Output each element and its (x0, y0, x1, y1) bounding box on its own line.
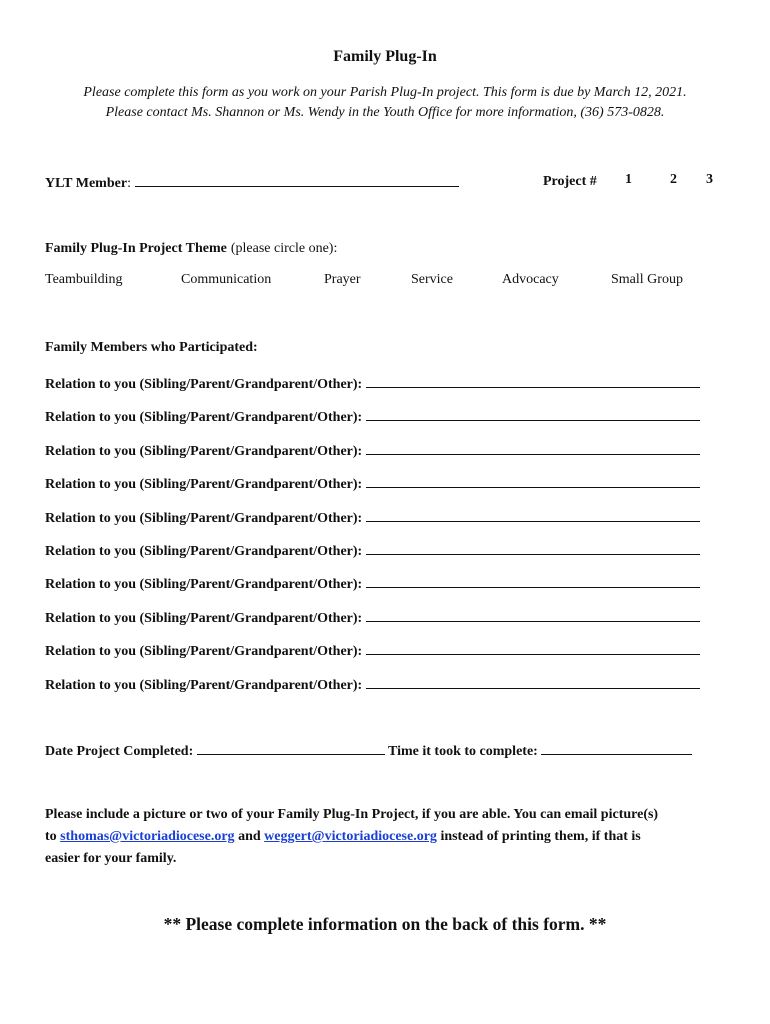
theme-option-service[interactable]: Service (411, 272, 453, 287)
ylt-member-colon: : (127, 176, 131, 191)
relation-field-1[interactable] (366, 373, 700, 388)
time-taken-field[interactable] (541, 740, 692, 755)
relation-field-9[interactable] (366, 640, 700, 655)
project-option-3[interactable]: 3 (706, 172, 713, 187)
ylt-member-label: YLT Member (45, 176, 128, 191)
relation-row-4 (45, 473, 700, 493)
relation-field-3[interactable] (366, 440, 700, 455)
relation-field-8[interactable] (366, 607, 700, 622)
project-number-row (543, 172, 713, 190)
theme-option-small-group[interactable]: Small Group (611, 272, 683, 287)
note-and: and (238, 829, 261, 844)
project-option-2[interactable]: 2 (670, 172, 677, 187)
relation-field-6[interactable] (366, 540, 700, 555)
email-link-weggert[interactable]: weggert@victoriadiocese.org (264, 829, 437, 844)
relation-row-10 (45, 674, 700, 694)
relation-field-4[interactable] (366, 473, 700, 488)
relation-row-3 (45, 440, 700, 460)
theme-heading (45, 239, 337, 257)
theme-hint: (please circle one): (230, 241, 338, 256)
relation-label: Relation to you (Sibling/Parent/Grandparent/Other): (45, 477, 363, 492)
family-members-label: Family Members who Participated: (45, 340, 258, 355)
ylt-member-field[interactable] (135, 172, 459, 187)
time-taken-label: Time it took to complete: (388, 744, 538, 759)
page-title: Family Plug-In (333, 48, 437, 65)
relation-row-2 (45, 406, 700, 426)
relation-row-5 (45, 507, 700, 527)
relation-row-8 (45, 607, 700, 627)
note-to: to (45, 829, 57, 844)
intro-line-1: Please complete this form as you work on your Parish Plug-In project. This form is due by March 12, 2021. (83, 85, 687, 100)
date-completed-field[interactable] (197, 740, 385, 755)
relation-label: Relation to you (Sibling/Parent/Grandparent/Other): (45, 511, 363, 526)
ylt-member-row (45, 172, 459, 192)
theme-option-communication[interactable]: Communication (181, 272, 272, 287)
completion-row (45, 740, 692, 760)
theme-option-prayer[interactable]: Prayer (324, 272, 361, 287)
relation-label: Relation to you (Sibling/Parent/Grandparent/Other): (45, 544, 363, 559)
relation-label: Relation to you (Sibling/Parent/Grandparent/Other): (45, 377, 363, 392)
relation-label: Relation to you (Sibling/Parent/Grandparent/Other): (45, 678, 363, 693)
relation-label: Relation to you (Sibling/Parent/Grandparent/Other): (45, 577, 363, 592)
theme-option-teambuilding[interactable]: Teambuilding (45, 272, 123, 287)
relation-label: Relation to you (Sibling/Parent/Grandparent/Other): (45, 611, 363, 626)
picture-note-line-2 (45, 829, 641, 845)
relation-label: Relation to you (Sibling/Parent/Grandparent/Other): (45, 644, 363, 659)
project-option-1[interactable]: 1 (625, 172, 632, 187)
relation-label: Relation to you (Sibling/Parent/Grandparent/Other): (45, 444, 363, 459)
relation-field-2[interactable] (366, 406, 700, 421)
relation-field-10[interactable] (366, 674, 700, 689)
note-instead: instead of printing them, if that is (440, 829, 641, 844)
project-number-label: Project # (543, 174, 597, 189)
relation-row-1 (45, 373, 700, 393)
theme-option-advocacy[interactable]: Advocacy (502, 272, 559, 287)
date-completed-label: Date Project Completed: (45, 744, 194, 759)
picture-note-line-3: easier for your family. (45, 851, 177, 866)
email-link-sthomas[interactable]: sthomas@victoriadiocese.org (60, 829, 235, 844)
intro-line-2: Please contact Ms. Shannon or Ms. Wendy in the Youth Office for more information, (36) 573-0828. (105, 105, 665, 120)
picture-note-line-1: Please include a picture or two of your Family Plug-In Project, if you are able. You can email picture(s) (45, 807, 659, 822)
theme-label: Family Plug-In Project Theme (45, 241, 227, 256)
relation-row-7 (45, 573, 700, 593)
relation-field-7[interactable] (366, 573, 700, 588)
relation-label: Relation to you (Sibling/Parent/Grandparent/Other): (45, 410, 363, 425)
relation-row-9 (45, 640, 700, 660)
relation-row-6 (45, 540, 700, 560)
back-of-form-notice: ** Please complete information on the back of this form. ** (163, 914, 607, 934)
relation-field-5[interactable] (366, 507, 700, 522)
